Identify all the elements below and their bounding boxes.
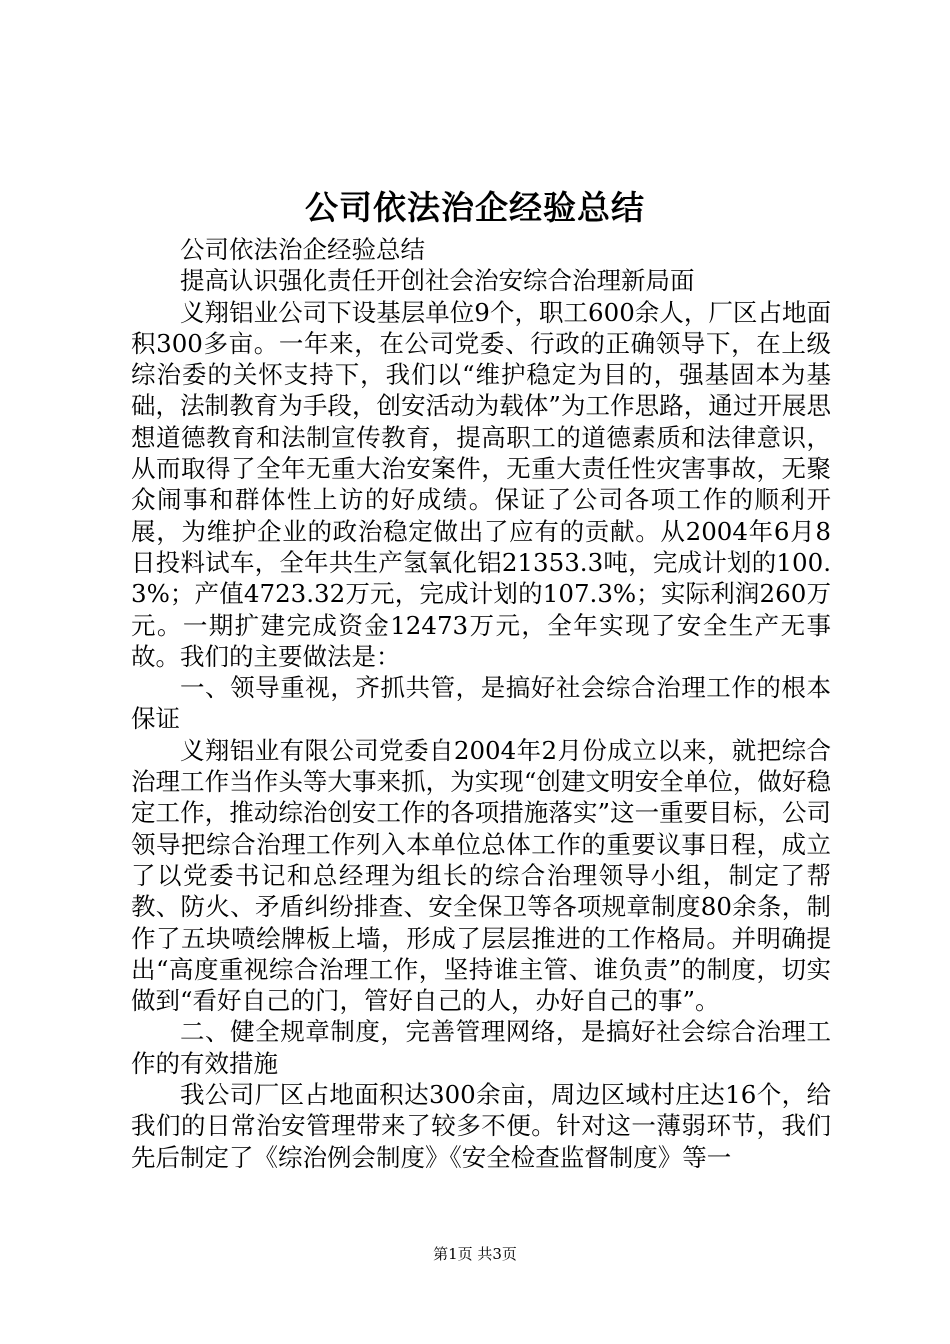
paragraph-section-1: 义翔铝业有限公司党委自2004年2月份成立以来，就把综合治理工作当作头等大事来抓，为实现“创建文明安全单位，做好稳定工作，推动综治创安工作的各项措施落实”这一重要目标，公司领导把综合治理工作列入本单位总体工作的重要议事日程，成立了以党委书记和总经理为组长的综合治理领导小组，制定了帮教、防火、矛盾纠纷排查、安全保卫等各项规章制度80余条，制作了五块喷绘牌板上墙，形成了层层推进的工作格局。并明确提出“高度重视综合治理工作，坚持谁主管、谁负责”的制度，切实做到“看好自己的门，管好自己的人，办好自己的事”。: [131, 735, 831, 1016]
paragraph-subtitle: 公司依法治企经验总结: [180, 235, 425, 264]
paragraph-heading: 提高认识强化责任开创社会治安综合治理新局面: [180, 266, 695, 296]
page-number-footer: 第1页 共3页: [433, 1245, 517, 1263]
document-body: [131, 234, 831, 1173]
document-title: 公司依法治企经验总结: [305, 188, 645, 227]
paragraph-intro: 义翔铝业公司下设基层单位9个，职工600余人，厂区占地面积300多亩。一年来，在公司党委、行政的正确领导下，在上级综治委的关怀支持下，我们以“维护稳定为目的，强基固本为基础，法制教育为手段，创安活动为载体”为工作思路，通过开展思想道德教育和法制宣传教育，提高职工的道德素质和法律意识，从而取得了全年无重大治安案件，无重大责任性灾害事故，无聚众闹事和群体性上访的好成绩。保证了公司各项工作的顺利开展，为维护企业的政治稳定做出了应有的贡献。从2004年6月8日投料试车，全年共生产氢氧化铝21353.3吨，完成计划的100.3%；产值4723.32万元，完成计划的107.3%；实际利润260万元。一期扩建完成资金12473万元，全年实现了安全生产无事故。我们的主要做法是：: [131, 297, 831, 671]
section-heading-2: 二、健全规章制度，完善管理网络，是搞好社会综合治理工作的有效措施: [131, 1017, 831, 1078]
paragraph-section-2: 我公司厂区占地面积达300余亩，周边区域村庄达16个，给我们的日常治安管理带来了较多不便。针对这一薄弱环节，我们先后制定了《综治例会制度》《安全检查监督制度》等一: [131, 1080, 831, 1172]
section-heading-1: 一、领导重视，齐抓共管，是搞好社会综合治理工作的根本保证: [131, 673, 831, 734]
